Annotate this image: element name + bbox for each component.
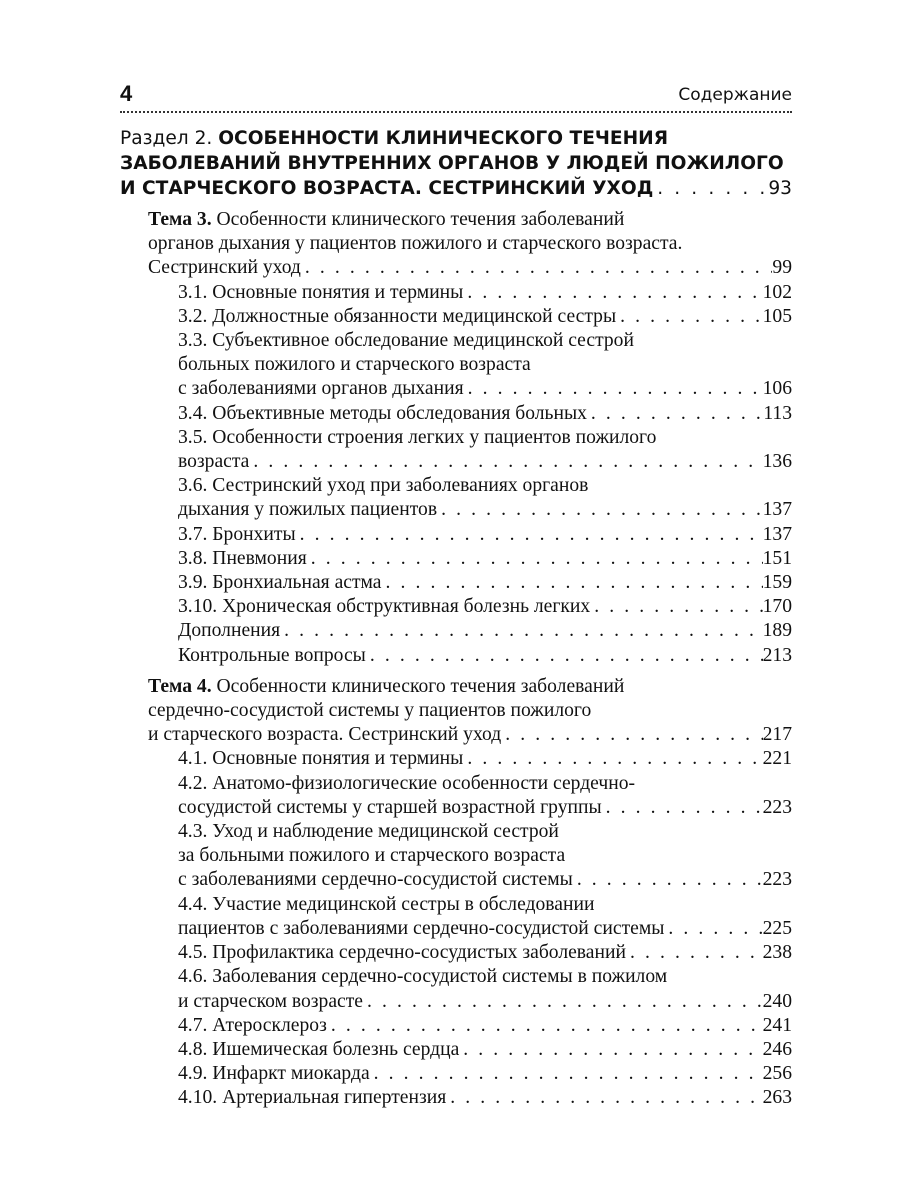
toc-theme-title-line [148, 232, 792, 256]
toc-subsection-title: за больными пожилого и старческого возраста [178, 845, 566, 867]
toc-entry-last-line [178, 1014, 792, 1038]
page-ref: 213 [762, 644, 792, 666]
toc-entry-text [178, 523, 296, 547]
toc-theme-label: Тема 3. [148, 209, 212, 230]
toc-entry-last-line [148, 723, 792, 747]
toc-subsection-entry[interactable] [178, 1014, 792, 1038]
toc-entry-text [178, 796, 602, 820]
toc-subsection-title-line [178, 965, 792, 989]
toc-entry-text [178, 402, 587, 426]
toc-subsection-title-line [178, 844, 792, 868]
page-ref: 217 [762, 724, 792, 746]
header-dotted-rule [120, 111, 792, 113]
toc-subsection-title: 3.8. Пневмония [178, 547, 307, 569]
page-ref: 151 [762, 547, 792, 569]
page-ref: 189 [762, 620, 792, 642]
toc-subsection-title: с заболеваниями органов дыхания [178, 378, 464, 400]
toc-entry-text [178, 377, 464, 401]
table-of-contents [120, 126, 792, 1111]
toc-subsection-title: 4.7. Атеросклероз [178, 1014, 327, 1036]
toc-subsection-title-line [178, 474, 792, 498]
toc-entry-text [148, 256, 301, 280]
page-ref: 137 [762, 523, 792, 545]
dot-leader [446, 1086, 762, 1110]
toc-entry-text [178, 281, 463, 305]
toc-entry-last-line [178, 377, 792, 401]
toc-part-title-line [120, 126, 792, 151]
toc-subsection-title: 4.1. Основные понятия и термины [178, 748, 464, 770]
toc-entry-last-line [148, 256, 792, 280]
toc-entry-text [178, 747, 463, 771]
toc-subsection-title: 3.10. Хроническая обструктивная болезнь легких [178, 596, 591, 618]
toc-subsection-title: дыхания у пожилых пациентов [178, 499, 438, 521]
toc-entry-last-line [120, 176, 792, 201]
page-ref: 263 [762, 1087, 792, 1109]
toc-entry-last-line [178, 281, 792, 305]
toc-entry-text [178, 1086, 446, 1110]
toc-subsection-title: и старческом возрасте [178, 990, 363, 1012]
toc-theme-title: органов дыхания у пациентов пожилого и старческого возраста. [148, 233, 683, 255]
dot-leader [363, 990, 763, 1014]
toc-subsection-entry[interactable] [178, 747, 792, 771]
toc-subsection-entry[interactable] [178, 893, 792, 941]
toc-subsection-entry[interactable] [178, 474, 792, 522]
toc-entry-last-line [178, 868, 792, 892]
toc-entry-text [120, 176, 653, 201]
toc-theme-title-line [148, 675, 792, 699]
toc-entry-text [178, 1038, 459, 1062]
toc-subsection-entry[interactable] [178, 305, 792, 329]
toc-subsection-entry[interactable] [178, 1038, 792, 1062]
page-ref: 159 [762, 572, 792, 594]
page-ref: 93 [768, 178, 792, 199]
toc-subsection-title-line [178, 426, 792, 450]
dot-leader [249, 450, 762, 474]
page-number: 4 [120, 81, 133, 106]
dot-leader [382, 571, 763, 595]
dot-leader [459, 1038, 762, 1062]
toc-subsection-entry[interactable] [178, 547, 792, 571]
toc-entry-last-line [178, 305, 792, 329]
dot-leader [464, 377, 763, 401]
toc-subsection-title-line [178, 329, 792, 353]
toc-entry-text [178, 990, 363, 1014]
running-head-title: Содержание [678, 85, 792, 105]
toc-subsection-entry[interactable] [178, 941, 792, 965]
toc-entry-text [178, 644, 366, 668]
toc-subsection-title: сосудистой системы у старшей возрастной группы [178, 796, 602, 818]
toc-subsection-title: с заболеваниями сердечно-сосудистой системы [178, 869, 573, 891]
toc-entry-text [178, 1014, 327, 1038]
toc-entry-text [178, 941, 626, 965]
toc-subsection-entry[interactable] [178, 1086, 792, 1110]
page-ref: 105 [762, 305, 792, 327]
toc-subsection-entry[interactable] [178, 329, 792, 402]
page-ref: 99 [772, 257, 792, 279]
toc-subsection-title: возраста [178, 451, 250, 473]
toc-entry-last-line [178, 747, 792, 771]
page-ref: 170 [762, 596, 792, 618]
toc-theme-entry[interactable] [148, 208, 792, 281]
toc-theme-title-line [148, 208, 792, 232]
toc-subsection-title-line [178, 893, 792, 917]
dot-leader [626, 941, 763, 965]
toc-entry-text [178, 498, 437, 522]
toc-subsection-title-line [178, 353, 792, 377]
dot-leader [301, 256, 773, 280]
toc-entry-last-line [178, 917, 792, 941]
dot-leader [370, 1062, 763, 1086]
page-ref: 240 [762, 990, 792, 1012]
toc-entry-text [178, 595, 590, 619]
toc-subsection-entry[interactable] [178, 523, 792, 547]
toc-subsection-entry[interactable] [178, 619, 792, 643]
page-ref: 113 [763, 402, 792, 424]
toc-subsection-title: 4.2. Анатомо-физиологические особенности сердечно- [178, 772, 636, 794]
toc-part-entry[interactable] [120, 126, 792, 201]
toc-entry-text [178, 619, 280, 643]
toc-subsection-entry[interactable] [178, 595, 792, 619]
toc-subsection-entry[interactable] [178, 965, 792, 1013]
toc-theme-title: Сестринский уход [148, 257, 301, 279]
dot-leader [307, 547, 763, 571]
toc-part-title-line [120, 151, 792, 176]
toc-entry-text [178, 450, 249, 474]
toc-part-title: И СТАРЧЕСКОГО ВОЗРАСТА. СЕСТРИНСКИЙ УХОД [120, 178, 654, 199]
dot-leader [664, 917, 762, 941]
toc-part-title: ЗАБОЛЕВАНИЙ ВНУТРЕННИХ ОРГАНОВ У ЛЮДЕЙ ПОЖИЛОГО [120, 153, 784, 174]
toc-subsection-title: 4.6. Заболевания сердечно-сосудистой системы в пожилом [178, 966, 668, 988]
toc-entry-last-line [178, 402, 792, 426]
page-ref: 225 [762, 917, 792, 939]
toc-part-title: ОСОБЕННОСТИ КЛИНИЧЕСКОГО ТЕЧЕНИЯ [218, 128, 669, 149]
toc-theme-title: сердечно-сосудистой системы у пациентов пожилого [148, 700, 592, 722]
dot-leader [327, 1014, 763, 1038]
toc-subsection-entry[interactable] [178, 1062, 792, 1086]
dot-leader [501, 723, 762, 747]
toc-subsection-title: 3.1. Основные понятия и термины [178, 281, 464, 303]
toc-subsection-title: 3.9. Бронхиальная астма [178, 572, 382, 594]
toc-theme-title-line [148, 699, 792, 723]
toc-subsection-entry[interactable] [178, 402, 792, 426]
toc-entry-last-line [178, 1086, 792, 1110]
toc-entry-last-line [178, 595, 792, 619]
page-ref: 223 [762, 869, 792, 891]
toc-subsection-title: Контрольные вопросы [178, 644, 366, 666]
toc-subsection-title: 4.4. Участие медицинской сестры в обследовании [178, 893, 595, 915]
toc-subsection-title: 3.5. Особенности строения легких у пациентов пожилого [178, 426, 657, 448]
toc-subsection-title: 4.9. Инфаркт миокарда [178, 1063, 370, 1085]
toc-subsection-entry[interactable] [178, 820, 792, 893]
toc-entry-last-line [178, 571, 792, 595]
toc-subsection-entry[interactable] [178, 426, 792, 474]
toc-entry-text [178, 917, 664, 941]
toc-subsection-entry[interactable] [178, 571, 792, 595]
dot-leader [573, 868, 763, 892]
toc-entry-last-line [178, 498, 792, 522]
toc-entry-last-line [178, 644, 792, 668]
toc-theme-title: Особенности клинического течения заболеваний [211, 675, 625, 697]
toc-entry-last-line [178, 1038, 792, 1062]
toc-subsection-title: 3.6. Сестринский уход при заболеваниях органов [178, 475, 589, 497]
toc-subsection-title: Дополнения [178, 620, 281, 642]
dot-leader [590, 595, 762, 619]
toc-entry-last-line [178, 1062, 792, 1086]
dot-leader [437, 498, 763, 522]
toc-entry-text [178, 1062, 370, 1086]
toc-subsection-title: 4.10. Артериальная гипертензия [178, 1087, 447, 1109]
page-ref: 241 [762, 1014, 792, 1036]
page-ref: 256 [762, 1063, 792, 1085]
dot-leader [616, 305, 762, 329]
toc-subsection-title: 4.8. Ишемическая болезнь сердца [178, 1038, 460, 1060]
toc-subsection-title: 4.3. Уход и наблюдение медицинской сестрой [178, 821, 559, 843]
toc-entry-last-line [178, 450, 792, 474]
toc-entry-last-line [178, 990, 792, 1014]
toc-subsection-title: 3.2. Должностные обязанности медицинской сестры [178, 305, 617, 327]
dot-leader [463, 747, 762, 771]
toc-subsection-title-line [178, 820, 792, 844]
dot-leader [653, 176, 768, 201]
page-ref: 238 [762, 942, 792, 964]
toc-entry-text [178, 571, 382, 595]
toc-entry-last-line [178, 547, 792, 571]
toc-entry-text [148, 723, 501, 747]
toc-subsection-entry[interactable] [178, 644, 792, 668]
running-head [120, 80, 792, 108]
dot-leader [463, 281, 762, 305]
toc-theme-label: Тема 4. [148, 675, 212, 697]
page-ref: 221 [762, 748, 792, 770]
page-ref: 106 [762, 378, 792, 400]
toc-subsection-title: больных пожилого и старческого возраста [178, 354, 531, 376]
toc-subsection-title: 3.7. Бронхиты [178, 523, 296, 545]
dot-leader [296, 523, 763, 547]
toc-entry-text [178, 547, 307, 571]
page-ref: 223 [762, 796, 792, 818]
toc-subsection-entry[interactable] [178, 772, 792, 820]
toc-subsection-title: 4.5. Профилактика сердечно-сосудистых заболеваний [178, 942, 626, 964]
dot-leader [587, 402, 763, 426]
page-ref: 102 [762, 281, 792, 303]
toc-entry-text [178, 305, 616, 329]
page-ref: 136 [762, 451, 792, 473]
toc-entry-last-line [178, 619, 792, 643]
page-ref: 246 [762, 1038, 792, 1060]
toc-subsection-title: 3.4. Объективные методы обследования больных [178, 402, 587, 424]
toc-entry-last-line [178, 941, 792, 965]
toc-theme-entry[interactable] [148, 675, 792, 748]
toc-subsection-title-line [178, 772, 792, 796]
toc-entry-last-line [178, 796, 792, 820]
toc-part-label: Раздел 2. [120, 128, 219, 149]
toc-subsection-title: пациентов с заболеваниями сердечно-сосудистой системы [178, 917, 665, 939]
dot-leader [602, 796, 763, 820]
toc-theme-title: Особенности клинического течения заболеваний [211, 209, 625, 230]
page-ref: 137 [762, 499, 792, 521]
toc-entry-last-line [178, 523, 792, 547]
toc-subsection-entry[interactable] [178, 281, 792, 305]
toc-theme-title: и старческого возраста. Сестринский уход [148, 724, 502, 746]
toc-entry-text [178, 868, 573, 892]
dot-leader [366, 644, 763, 668]
dot-leader [280, 619, 762, 643]
toc-subsection-title: 3.3. Субъективное обследование медицинской сестрой [178, 330, 634, 352]
